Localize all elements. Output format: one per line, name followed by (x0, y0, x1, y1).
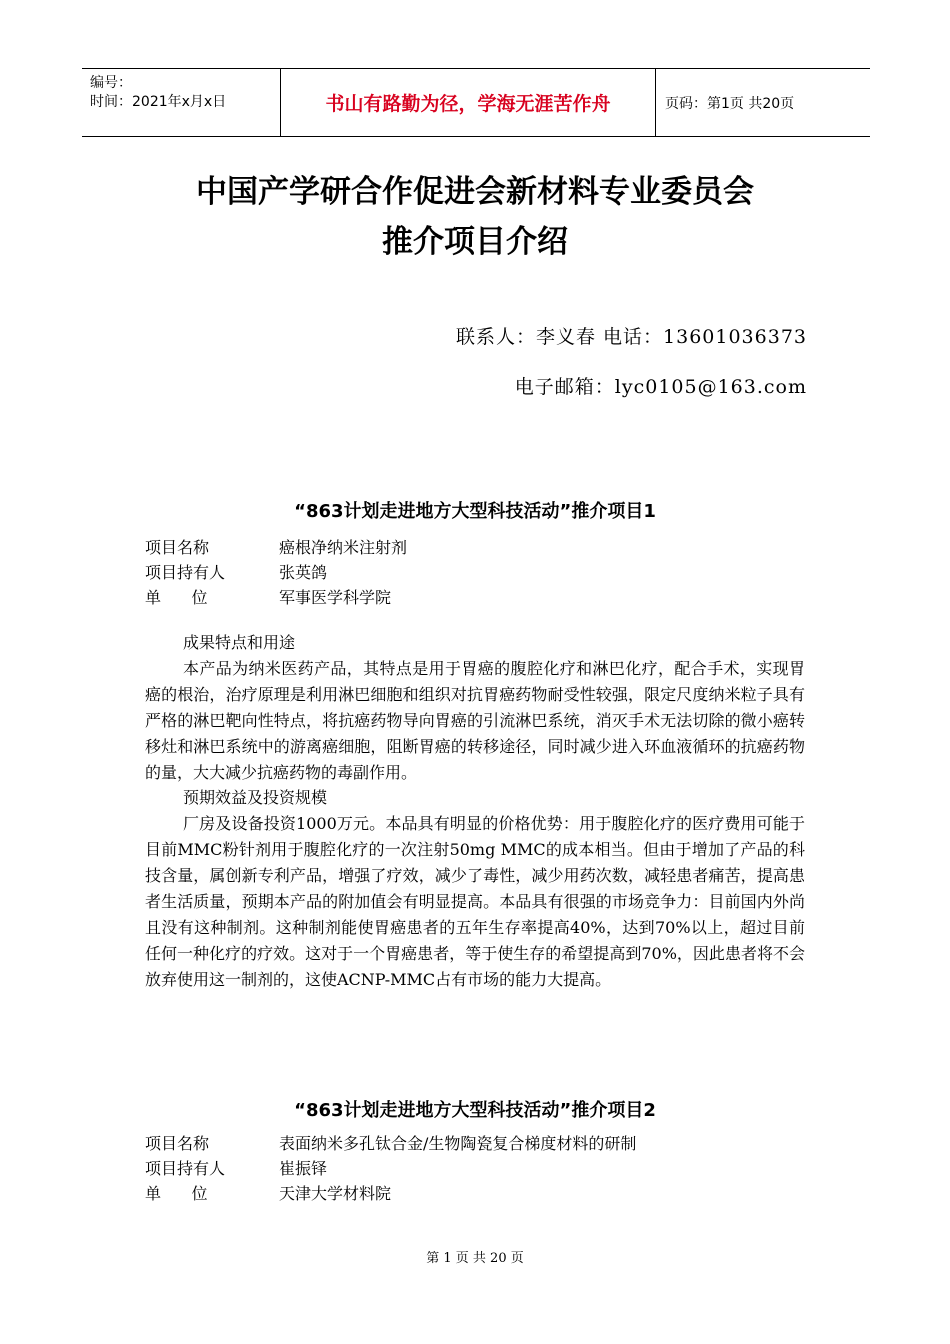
field-key: 项目持有人 (145, 1159, 226, 1178)
field-key: 项目持有人 (145, 563, 226, 582)
page-footer: 第 1 页 共 20 页 (426, 1251, 524, 1266)
section2-field-unit (145, 1181, 391, 1204)
field-value: 表面纳米多孔钛合金/生物陶瓷复合梯度材料的研制 (279, 1134, 637, 1153)
section1-field-unit (145, 585, 391, 608)
field-value: 张英鸽 (279, 563, 328, 582)
section2-field-holder (145, 1156, 327, 1179)
doc-title-line2: 推介项目介绍 (382, 224, 568, 260)
motto: 书山有路勤为径，学海无涯苦作舟 (281, 69, 656, 136)
page-info: 页码：第1页 共20页 (665, 95, 795, 112)
section1-para1: 本产品为纳米医药产品，其特点是用于胃癌的腹腔化疗和淋巴化疗，配合手术，实现胃癌的根治，治疗原理是利用淋巴细胞和组织对抗胃癌药物耐受性较强，限定尺度纳米粒子具有严格的淋巴靶向性特点，将抗癌药物导向胃癌的引流淋巴系统，消灭手术无法切除的微小癌转移灶和淋巴系统中的游离癌细胞，阻断胃癌的转移途径，同时减少进入环血液循环的抗癌药物的量，大大减少抗癌药物的毒副作用。 (145, 658, 805, 782)
field-key: 单 位 (145, 588, 208, 607)
section2-title: “863计划走进地方大型科技活动”推介项目2 (294, 1100, 656, 1121)
contact-person: 联系人：李义春 电话：13601036373 (455, 326, 807, 348)
contact-email: 电子邮箱：lyc0105@163.com (514, 376, 807, 398)
section1-heading2: 预期效益及投资规模 (183, 788, 328, 808)
section1-body (145, 630, 805, 993)
section2-field-name (145, 1131, 636, 1154)
number-label: 编号： (90, 75, 132, 91)
section1-field-holder (145, 560, 327, 583)
field-value: 癌根净纳米注射剂 (279, 538, 408, 557)
time-label: 时间：2021年x月x日 (90, 94, 227, 110)
field-key: 单 位 (145, 1184, 208, 1203)
header-table (82, 68, 870, 137)
field-value: 天津大学材料院 (279, 1184, 392, 1203)
field-value: 崔振铎 (279, 1159, 328, 1178)
section1-heading1: 成果特点和用途 (183, 633, 296, 652)
section1-para2: 厂房及设备投资1000万元。本品具有明显的价格优势：用于腹腔化疗的医疗费用可能于目前MMC粉针剂用于腹腔化疗的一次注射50mg MMC的成本相当。但由于增加了产品的科技含量，属创新专利产品，增强了疗效，减少了毒性，减少用药次数，减轻患者痛苦，提高患者生活质量，预期本产品的附加值会有明显提高。本品具有很强的市场竞争力：目前国内外尚且没有这种制剂。这种制剂能使胃癌患者的五年生存率提高40%，达到70%以上，超过目前任何一种化疗的疗效。这对于一个胃癌患者，等于使生存的希望提高到70%，因此患者将不会放弃使用这一制剂的，这使ACNP-MMC占有市场的能力大提高。 (145, 814, 805, 989)
header-meta-cell (82, 69, 281, 136)
doc-title-line1: 中国产学研合作促进会新材料专业委员会 (196, 174, 754, 210)
section1-field-name (145, 535, 407, 558)
field-key: 项目名称 (145, 1134, 210, 1153)
section1-title: “863计划走进地方大型科技活动”推介项目1 (294, 501, 656, 522)
field-key: 项目名称 (145, 538, 210, 557)
field-value: 军事医学科学院 (279, 588, 392, 607)
